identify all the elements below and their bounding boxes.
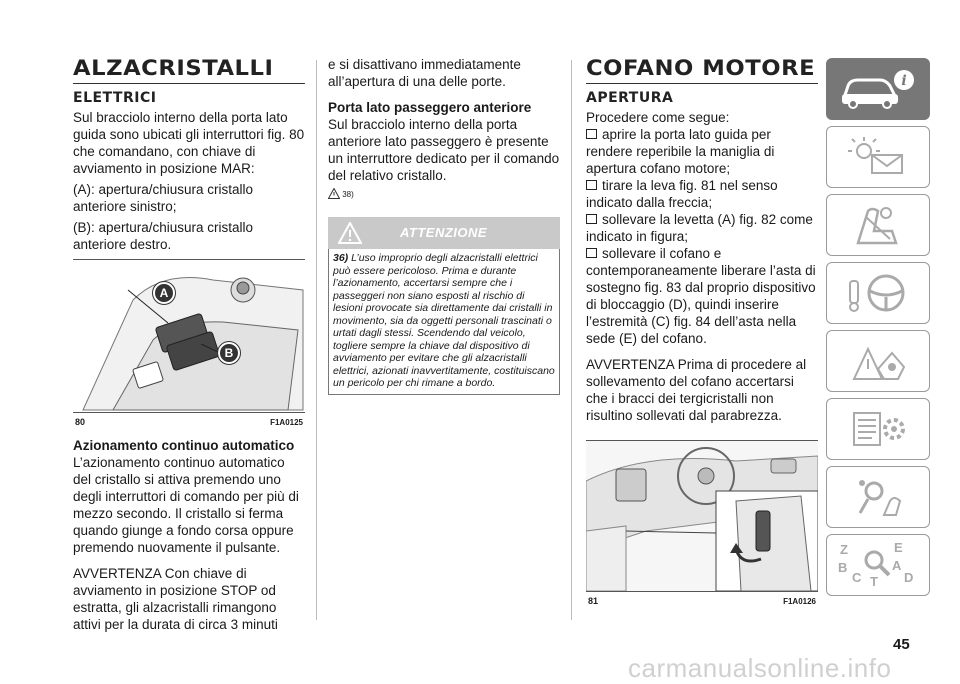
warning-text: 36) L’uso improprio degli alzacristalli elettrici può essere pericoloso. Prima e durante l’azionamento, accertarsi sempre che i passeggeri non siano esposti al rischio di lesioni provocate sia direttamente dai cristalli in movimento, sia da oggetti personali trascinati o urtati dagli stessi. Scendendo dal veicolo, togliere sempre la chiave dal dispositivo di avviamento per evitare che gli alzacristalli elettrici, azionati inavvertitamente, costituiscano un pericolo per chi rimane a bordo. (333, 252, 555, 389)
title-rule (73, 83, 305, 84)
alphabetical-index-icon: Z E B A C T D (838, 540, 914, 589)
warning-title: ATTENZIONE (400, 225, 488, 240)
tab-warning-lights[interactable] (826, 126, 930, 188)
callout-a: A (153, 282, 175, 304)
checkbox-bullet-icon (586, 214, 597, 224)
paragraph: (A): apertura/chiusura cristallo anteriore sinistro; (73, 182, 254, 214)
page-number: 45 (893, 636, 910, 653)
figure-code: F1A0125 (270, 418, 303, 427)
title-rule (586, 83, 818, 84)
magnifier-icon (862, 548, 892, 578)
tab-emergency[interactable] (826, 330, 930, 392)
subheading: Porta lato passeggero anteriore (328, 100, 532, 115)
watermark: carmanualsonline.info (628, 653, 892, 683)
checkbox-bullet-icon (586, 129, 597, 139)
steering-wheel-icon (838, 271, 918, 315)
warning-triangle-icon (338, 222, 362, 244)
warning-triangle-icon (328, 188, 340, 199)
figure-number: 80 (75, 417, 86, 427)
technical-data-icon (838, 475, 918, 519)
section-heading: APERTURA (586, 90, 674, 106)
figure-80 (73, 259, 305, 427)
checkbox-bullet-icon (586, 180, 597, 190)
tab-driving[interactable] (826, 262, 930, 324)
column-divider (316, 60, 317, 620)
warning-header (328, 217, 560, 249)
car-info-icon (838, 68, 918, 110)
warning-number: 36) (333, 252, 349, 264)
svg-text:i: i (901, 73, 907, 89)
paragraph: Sul bracciolo interno della porta lato guida sono ubicati gli interruttori fig. 80 che comandano, con chiave di avviamento in posizione MAR: (73, 110, 305, 176)
right-column (586, 56, 818, 606)
reference-number: 38) (342, 190, 354, 199)
paragraph: Sul bracciolo interno della porta anteriore lato passeggero è presente un interruttore dedicato per il comando del relativo cristallo. (328, 117, 560, 183)
paragraph: L’azionamento continuo automatico del cristallo si attiva premendo uno degli interruttori di comando per più di mezzo secondo. Il cristallo si ferma quando giunge a fondo corsa oppure premendo nuovamente il pulsante. (73, 455, 299, 555)
list-item: tirare la leva fig. 81 nel senso indicato dalla freccia; (586, 178, 778, 210)
section-heading: ELETTRICI (73, 90, 157, 106)
figure-code: F1A0126 (783, 597, 816, 606)
list-item: aprire la porta lato guida per rendere reperibile la maniglia di apertura cofano motore; (586, 127, 775, 176)
warning-box (328, 249, 560, 395)
maintenance-icon (838, 407, 918, 451)
chapter-tabs (826, 58, 930, 602)
column-divider (571, 60, 572, 620)
middle-column (328, 56, 560, 395)
paragraph: AVVERTENZA Prima di procedere al sollevamento del cofano accertarsi che i bracci dei tergicristalli non risultino sollevati dal parabrezza. (586, 357, 807, 423)
paragraph: Procedere come segue: (586, 110, 730, 125)
page-title: ALZACRISTALLI (73, 56, 274, 80)
paragraph: e si disattivano immediatamente all’apertura di una delle porte. (328, 57, 521, 89)
page-title: COFANO MOTORE (586, 56, 816, 80)
figure-number: 81 (588, 596, 599, 606)
figure-81 (586, 440, 818, 606)
tab-technical-data[interactable] (826, 466, 930, 528)
tab-car-info[interactable] (826, 58, 930, 120)
warning-lights-icon (838, 135, 918, 179)
hood-lever-illustration (586, 441, 818, 591)
left-column (73, 56, 305, 633)
tab-safety[interactable] (826, 194, 930, 256)
warning-reference (328, 188, 560, 199)
list-item: sollevare la levetta (A) fig. 82 come indicato in figura; (586, 212, 813, 244)
list-item: sollevare il cofano e contemporaneamente liberare l’asta di sostegno fig. 83 dal proprio dispositivo di bloccaggio (D), quindi inserire l’estremità (C) fig. 84 dell’asta nella sede (E) del cofano. (586, 246, 816, 346)
callout-b: B (218, 342, 240, 364)
checkbox-bullet-icon (586, 248, 597, 258)
tab-maintenance[interactable] (826, 398, 930, 460)
paragraph: (B): apertura/chiusura cristallo anteriore destro. (73, 220, 254, 252)
road-warning-icon (838, 339, 918, 383)
airbag-seat-icon (838, 203, 918, 247)
tab-index[interactable] (826, 534, 930, 596)
subheading: Azionamento continuo automatico (73, 438, 295, 453)
window-switch-illustration (73, 260, 305, 412)
paragraph: AVVERTENZA Con chiave di avviamento in posizione STOP od estratta, gli alzacristalli rimangono attivi per la durata di circa 3 minuti (73, 566, 278, 632)
